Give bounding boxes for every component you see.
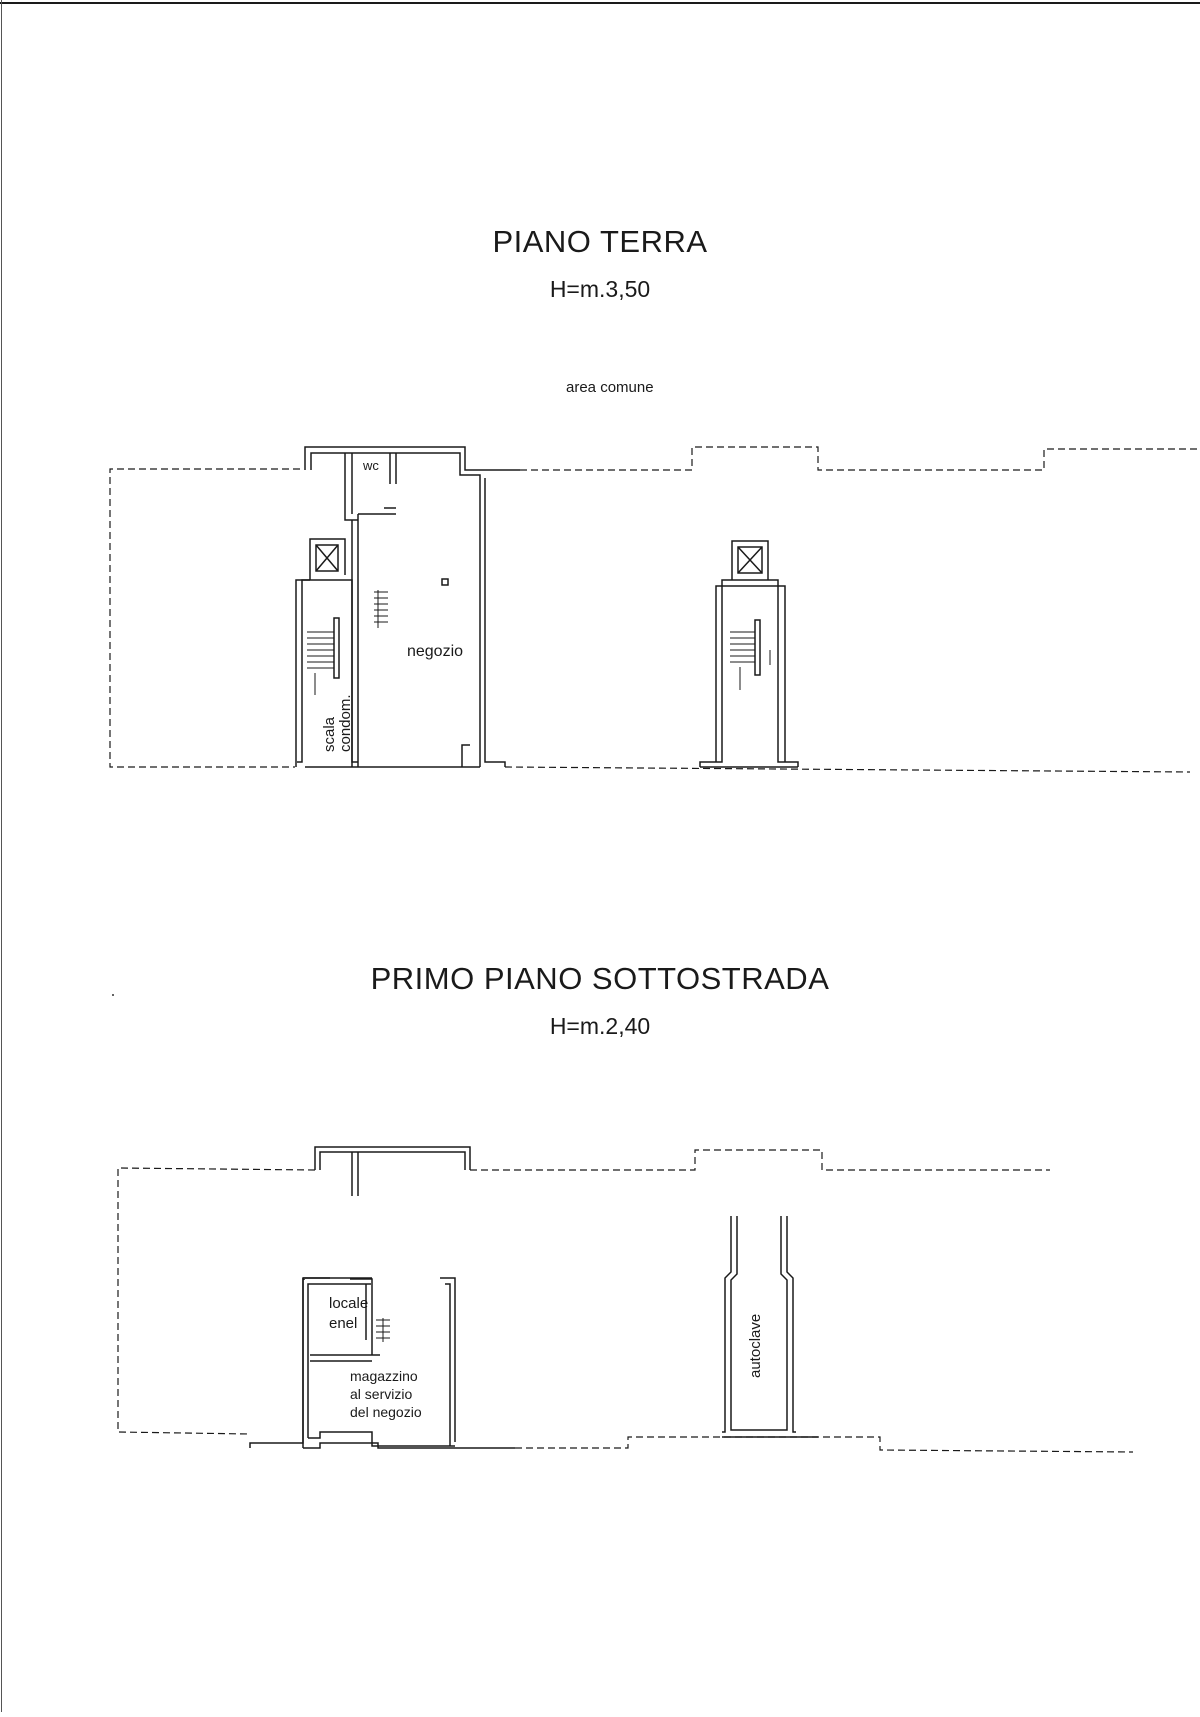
label-negozio: negozio: [406, 643, 464, 660]
column-icon: [442, 579, 448, 585]
label-scala-condom: [321, 694, 354, 752]
floor-height-ground: H=m.3,50: [549, 276, 651, 302]
label-enel: enel: [329, 1315, 358, 1332]
stair-flight-icon: [374, 590, 388, 628]
stair-flight-icon: [730, 632, 770, 690]
label-wc: wc: [363, 458, 379, 473]
basement-walls: [250, 1147, 515, 1448]
floor-height-basement: H=m.2,40: [549, 1013, 651, 1039]
label-locale: locale: [329, 1295, 369, 1312]
ground-stair-core-right: [700, 541, 798, 767]
label-magazzino: magazzino: [350, 1368, 418, 1384]
label-del-negozio: del negozio: [350, 1404, 422, 1420]
label-scala: scala: [321, 716, 338, 752]
label-autoclave: autoclave: [747, 1313, 764, 1378]
ground-dashed-outline: [110, 447, 1200, 772]
floor-title-ground: PIANO TERRA: [492, 224, 708, 259]
stair-flight-icon: [376, 1318, 390, 1342]
label-condom: condom.: [337, 694, 354, 752]
basement-autoclave-shaft: [722, 1216, 818, 1437]
label-area-comune: area comune: [566, 379, 654, 396]
label-al-servizio: al servizio: [350, 1386, 413, 1402]
stair-flight-icon: [307, 632, 334, 695]
basement-floor-plan: [118, 1147, 1133, 1452]
basement-dashed-outline: [118, 1150, 1133, 1452]
ground-floor-plan: [110, 379, 1200, 772]
floor-title-basement: PRIMO PIANO SOTTOSTRADA: [370, 961, 830, 996]
